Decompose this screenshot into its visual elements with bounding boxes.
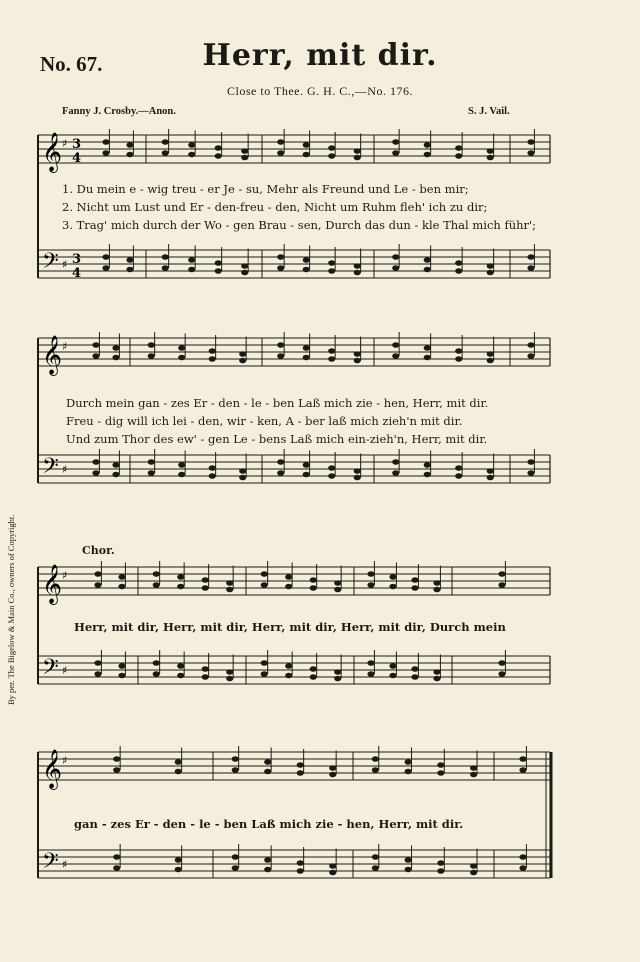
system4-treble-note bbox=[297, 762, 304, 768]
system1-bass-note bbox=[102, 254, 109, 260]
system2-bass-clef: 𝄢 bbox=[42, 454, 59, 484]
system3-treble-note bbox=[202, 577, 209, 583]
system2-treble-note bbox=[92, 353, 99, 359]
system2-bass-note bbox=[328, 465, 335, 471]
system4-bass-note bbox=[232, 854, 239, 860]
system1-treble-note bbox=[241, 148, 248, 154]
system4-bass-note bbox=[232, 865, 239, 871]
hymn-subtitle: Close to Thee. G. H. C.,—No. 176. bbox=[227, 84, 413, 98]
system4-treble-note bbox=[405, 759, 412, 765]
system4-bass-note bbox=[175, 867, 182, 873]
system3-treble-note bbox=[261, 582, 268, 588]
system2-treble-note bbox=[392, 342, 399, 348]
system3-treble-note bbox=[334, 580, 341, 586]
system2-treble-note bbox=[239, 351, 246, 357]
system1-bass-note bbox=[354, 263, 361, 269]
system1-treble-note bbox=[328, 153, 335, 159]
system1-treble-note bbox=[215, 145, 222, 151]
system1-bass-note bbox=[162, 265, 169, 271]
system3-treble-note bbox=[334, 587, 341, 593]
system3-treble-note bbox=[411, 577, 418, 583]
system2-key-signature: ♯ bbox=[62, 340, 68, 353]
system3-treble-note bbox=[498, 582, 505, 588]
system2-bass-note bbox=[277, 459, 284, 465]
system4-bass-note bbox=[519, 865, 526, 871]
verse-line-1-3: 3. Trag' mich durch der Wo - gen Brau - sen, Durch das dun - kle Thal mich führ'; bbox=[62, 218, 537, 232]
system3-key-signature: ♯ bbox=[62, 569, 68, 582]
system2-treble-note bbox=[277, 353, 284, 359]
system4-treble-note bbox=[264, 769, 271, 775]
system3-bass-note bbox=[433, 669, 440, 675]
system4-bass-note bbox=[519, 854, 526, 860]
system1-treble-note bbox=[277, 150, 284, 156]
system3-treble-note bbox=[285, 574, 292, 580]
system1-bass-note bbox=[455, 260, 462, 266]
system4-bass-note bbox=[264, 867, 271, 873]
system1-bass-note bbox=[527, 254, 534, 260]
system1-time-signature-top: 3 bbox=[72, 252, 82, 267]
system1-bass-note bbox=[392, 265, 399, 271]
system4-bass-note bbox=[437, 860, 444, 866]
system1-time-signature-bottom: 4 bbox=[72, 151, 82, 166]
system1-treble-note bbox=[102, 139, 109, 145]
system3-treble-note bbox=[226, 587, 233, 593]
system1-treble-note bbox=[455, 153, 462, 159]
chorus-line: Herr, mit dir, Herr, mit dir, Herr, mit dir, Herr, mit dir, Durch mein bbox=[74, 620, 506, 634]
system2-key-signature: ♯ bbox=[62, 463, 68, 476]
system2-bass-note bbox=[92, 470, 99, 476]
system2-treble-note bbox=[209, 356, 216, 362]
system2-treble-note bbox=[178, 345, 185, 351]
system3-bass-note bbox=[334, 669, 341, 675]
system1-bass-note bbox=[241, 270, 248, 276]
system3-treble-clef: 𝄞 bbox=[42, 564, 63, 604]
system3-bass-note bbox=[411, 674, 418, 680]
system3-bass-note bbox=[411, 666, 418, 672]
verse-line-2-2: Freu - dig will ich lei - den, wir - ken, A - ber laß mich zieh'n mit dir. bbox=[66, 414, 463, 428]
system3-bass-note bbox=[226, 669, 233, 675]
system4-treble-note bbox=[232, 767, 239, 773]
system1-bass-note bbox=[188, 257, 195, 263]
system4-treble-note bbox=[113, 767, 120, 773]
system4-treble-note bbox=[232, 756, 239, 762]
system2-treble-note bbox=[277, 342, 284, 348]
system4-treble-note bbox=[329, 765, 336, 771]
system3-bass-note bbox=[118, 663, 125, 669]
system2-bass-note bbox=[112, 462, 119, 468]
system2-treble-note bbox=[527, 342, 534, 348]
system3-treble-note bbox=[226, 580, 233, 586]
system3-bass-note bbox=[202, 674, 209, 680]
system2-treble-note bbox=[112, 355, 119, 361]
system3-treble-note bbox=[411, 585, 418, 591]
system3-bass-note bbox=[261, 660, 268, 666]
system4-bass-note bbox=[405, 867, 412, 873]
system3-treble-note bbox=[285, 584, 292, 590]
system2-bass-note bbox=[209, 465, 216, 471]
system2-treble-note bbox=[527, 353, 534, 359]
system1-treble-note bbox=[277, 139, 284, 145]
system1-bass-note bbox=[328, 268, 335, 274]
system2-bass-note bbox=[303, 472, 310, 478]
system4-bass-note bbox=[405, 857, 412, 863]
verse-line-2-1: Durch mein gan - zes Er - den - le - ben Laß mich zie - hen, Herr, mit dir. bbox=[66, 396, 489, 410]
system4-treble-note bbox=[519, 767, 526, 773]
verse-line-1-2: 2. Nicht um Lust und Er - den-freu - den, Nicht um Ruhm fleh' ich zu dir; bbox=[62, 200, 488, 214]
system1-treble-note bbox=[354, 155, 361, 161]
system3-treble-note bbox=[118, 574, 125, 580]
system1-treble-note bbox=[162, 150, 169, 156]
system2-treble-note bbox=[303, 355, 310, 361]
system1-bass-note bbox=[277, 265, 284, 271]
system1-treble-note bbox=[215, 153, 222, 159]
system2-bass-note bbox=[239, 468, 246, 474]
system1-bass-note bbox=[241, 263, 248, 269]
system1-bass-note bbox=[102, 265, 109, 271]
system2-treble-note bbox=[148, 353, 155, 359]
system4-treble-note bbox=[175, 769, 182, 775]
system2-bass-note bbox=[148, 470, 155, 476]
system2-bass-note bbox=[209, 473, 216, 479]
system3-bass-note bbox=[202, 666, 209, 672]
system3-treble-note bbox=[261, 571, 268, 577]
system1-bass-note bbox=[303, 257, 310, 263]
composer-credit: S. J. Vail. bbox=[468, 106, 510, 117]
system2-treble-note bbox=[303, 345, 310, 351]
system2-bass-note bbox=[392, 459, 399, 465]
system4-bass-note bbox=[372, 854, 379, 860]
system3-bass-note bbox=[334, 676, 341, 682]
system4-bass-note bbox=[329, 870, 336, 876]
system4-bass-note bbox=[113, 854, 120, 860]
system2-bass-note bbox=[487, 468, 494, 474]
system1-bass-note bbox=[126, 267, 133, 273]
system3-bass-note bbox=[310, 666, 317, 672]
system1-treble-note bbox=[424, 142, 431, 148]
system3-treble-note bbox=[118, 584, 125, 590]
system3-treble-note bbox=[367, 582, 374, 588]
system1-bass-clef: 𝄢 bbox=[42, 249, 59, 279]
poet-credit: Fanny J. Crosby.—Anon. bbox=[62, 106, 176, 117]
system2-treble-clef: 𝄞 bbox=[42, 335, 63, 375]
system2-bass-note bbox=[92, 459, 99, 465]
system4-key-signature: ♯ bbox=[62, 754, 68, 767]
system1-bass-note bbox=[455, 268, 462, 274]
final-line: gan - zes Er - den - le - ben Laß mich zie - hen, Herr, mit dir. bbox=[74, 817, 464, 831]
system1-treble-note bbox=[126, 152, 133, 158]
system4-treble-note bbox=[264, 759, 271, 765]
system4-treble-note bbox=[297, 770, 304, 776]
system2-treble-note bbox=[487, 351, 494, 357]
system1-treble-note bbox=[527, 150, 534, 156]
system2-bass-note bbox=[424, 472, 431, 478]
system2-bass-note bbox=[424, 462, 431, 468]
system1-bass-note bbox=[162, 254, 169, 260]
system2-treble-note bbox=[392, 353, 399, 359]
system1-bass-note bbox=[527, 265, 534, 271]
system1-treble-note bbox=[162, 139, 169, 145]
system1-bass-note bbox=[328, 260, 335, 266]
system1-treble-note bbox=[455, 145, 462, 151]
system3-treble-note bbox=[153, 571, 160, 577]
system3-bass-note bbox=[367, 660, 374, 666]
system3-bass-note bbox=[177, 663, 184, 669]
system3-bass-note bbox=[118, 673, 125, 679]
system4-treble-note bbox=[113, 756, 120, 762]
system4-bass-note bbox=[297, 860, 304, 866]
system2-bass-note bbox=[455, 473, 462, 479]
system3-treble-note bbox=[310, 577, 317, 583]
system2-treble-note bbox=[209, 348, 216, 354]
system1-treble-note bbox=[126, 142, 133, 148]
system1-treble-note bbox=[354, 148, 361, 154]
system1-treble-note bbox=[392, 150, 399, 156]
system2-treble-note bbox=[92, 342, 99, 348]
system3-bass-note bbox=[261, 671, 268, 677]
hymn-number: No. 67. bbox=[40, 52, 103, 76]
system3-bass-clef: 𝄢 bbox=[42, 655, 59, 685]
system4-key-signature: ♯ bbox=[62, 858, 68, 871]
system3-treble-note bbox=[310, 585, 317, 591]
system3-bass-note bbox=[389, 673, 396, 679]
system3-bass-note bbox=[498, 671, 505, 677]
system1-bass-note bbox=[215, 268, 222, 274]
system1-treble-note bbox=[487, 155, 494, 161]
system1-key-signature: ♯ bbox=[62, 137, 68, 150]
system3-treble-note bbox=[389, 584, 396, 590]
system3-treble-note bbox=[433, 580, 440, 586]
system2-bass-note bbox=[392, 470, 399, 476]
system2-bass-note bbox=[527, 470, 534, 476]
system2-bass-note bbox=[354, 468, 361, 474]
system3-bass-note bbox=[177, 673, 184, 679]
system4-treble-note bbox=[437, 762, 444, 768]
system3-treble-note bbox=[153, 582, 160, 588]
system2-treble-note bbox=[328, 356, 335, 362]
system4-treble-clef: 𝄞 bbox=[42, 749, 63, 789]
system2-treble-note bbox=[112, 345, 119, 351]
system1-treble-note bbox=[527, 139, 534, 145]
system4-treble-note bbox=[405, 769, 412, 775]
system1-treble-note bbox=[303, 152, 310, 158]
system4-bass-note bbox=[372, 865, 379, 871]
system4-bass-clef: 𝄢 bbox=[42, 849, 59, 879]
system4-treble-note bbox=[437, 770, 444, 776]
system1-bass-note bbox=[277, 254, 284, 260]
verse-line-1-1: 1. Du mein e - wig treu - er Je - su, Mehr als Freund und Le - ben mir; bbox=[62, 182, 469, 196]
system2-bass-note bbox=[354, 475, 361, 481]
system1-bass-note bbox=[303, 267, 310, 273]
system2-treble-note bbox=[455, 348, 462, 354]
system1-treble-note bbox=[188, 142, 195, 148]
system1-time-signature-bottom: 4 bbox=[72, 266, 82, 281]
system2-treble-note bbox=[239, 358, 246, 364]
system3-treble-note bbox=[367, 571, 374, 577]
system1-treble-note bbox=[188, 152, 195, 158]
system4-treble-note bbox=[175, 759, 182, 765]
system3-bass-note bbox=[367, 671, 374, 677]
system3-treble-note bbox=[177, 574, 184, 580]
system4-bass-note bbox=[264, 857, 271, 863]
system3-key-signature: ♯ bbox=[62, 664, 68, 677]
system4-treble-note bbox=[519, 756, 526, 762]
system3-bass-note bbox=[94, 660, 101, 666]
system2-bass-note bbox=[178, 472, 185, 478]
system2-bass-note bbox=[277, 470, 284, 476]
system1-bass-note bbox=[354, 270, 361, 276]
system3-treble-note bbox=[177, 584, 184, 590]
system3-bass-note bbox=[285, 673, 292, 679]
system2-bass-note bbox=[487, 475, 494, 481]
system2-treble-note bbox=[178, 355, 185, 361]
system3-treble-note bbox=[389, 574, 396, 580]
system2-treble-note bbox=[354, 351, 361, 357]
hymn-title: Herr, mit dir. bbox=[202, 38, 438, 73]
system2-treble-note bbox=[424, 355, 431, 361]
system4-treble-note bbox=[470, 765, 477, 771]
system3-treble-note bbox=[94, 582, 101, 588]
system3-bass-note bbox=[153, 660, 160, 666]
system2-bass-note bbox=[112, 472, 119, 478]
system1-bass-note bbox=[392, 254, 399, 260]
system1-treble-clef: 𝄞 bbox=[42, 132, 63, 172]
system3-treble-note bbox=[94, 571, 101, 577]
system2-treble-note bbox=[354, 358, 361, 364]
chorus-label: Chor. bbox=[82, 544, 115, 557]
system4-bass-note bbox=[175, 857, 182, 863]
system4-bass-note bbox=[297, 868, 304, 874]
system2-bass-note bbox=[148, 459, 155, 465]
system1-key-signature: ♯ bbox=[62, 258, 68, 271]
system2-bass-note bbox=[239, 475, 246, 481]
system3-treble-note bbox=[498, 571, 505, 577]
system1-treble-note bbox=[392, 139, 399, 145]
system1-treble-note bbox=[303, 142, 310, 148]
system3-treble-note bbox=[433, 587, 440, 593]
system1-treble-note bbox=[328, 145, 335, 151]
system3-bass-note bbox=[498, 660, 505, 666]
system1-bass-note bbox=[424, 257, 431, 263]
system3-bass-note bbox=[389, 663, 396, 669]
system2-bass-note bbox=[328, 473, 335, 479]
system2-bass-note bbox=[178, 462, 185, 468]
system1-treble-note bbox=[241, 155, 248, 161]
system2-bass-note bbox=[455, 465, 462, 471]
system2-treble-note bbox=[455, 356, 462, 362]
system2-treble-note bbox=[328, 348, 335, 354]
system4-treble-note bbox=[470, 772, 477, 778]
system3-bass-note bbox=[310, 674, 317, 680]
system1-bass-note bbox=[424, 267, 431, 273]
system2-treble-note bbox=[148, 342, 155, 348]
system1-bass-note bbox=[487, 263, 494, 269]
system3-bass-note bbox=[285, 663, 292, 669]
system2-bass-note bbox=[303, 462, 310, 468]
system4-bass-note bbox=[437, 868, 444, 874]
system4-treble-note bbox=[372, 756, 379, 762]
system1-treble-note bbox=[487, 148, 494, 154]
system1-bass-note bbox=[215, 260, 222, 266]
system2-treble-note bbox=[487, 358, 494, 364]
system1-bass-note bbox=[487, 270, 494, 276]
system1-treble-note bbox=[102, 150, 109, 156]
system4-treble-note bbox=[329, 772, 336, 778]
system1-bass-note bbox=[126, 257, 133, 263]
system2-bass-note bbox=[527, 459, 534, 465]
system4-bass-note bbox=[470, 863, 477, 869]
system4-bass-note bbox=[470, 870, 477, 876]
system2-treble-note bbox=[424, 345, 431, 351]
system4-bass-note bbox=[329, 863, 336, 869]
system4-bass-note bbox=[113, 865, 120, 871]
system4-treble-note bbox=[372, 767, 379, 773]
copyright-margin-note: By per. The Bigelow & Main Co., owners of Copyright. bbox=[6, 514, 16, 706]
system3-bass-note bbox=[153, 671, 160, 677]
system1-treble-note bbox=[424, 152, 431, 158]
verse-line-2-3: Und zum Thor des ew' - gen Le - bens Laß mich ein-zieh'n, Herr, mit dir. bbox=[66, 432, 488, 446]
system3-bass-note bbox=[433, 676, 440, 682]
system3-treble-note bbox=[202, 585, 209, 591]
system1-time-signature-top: 3 bbox=[72, 137, 82, 152]
system1-bass-note bbox=[188, 267, 195, 273]
system3-bass-note bbox=[94, 671, 101, 677]
system3-bass-note bbox=[226, 676, 233, 682]
